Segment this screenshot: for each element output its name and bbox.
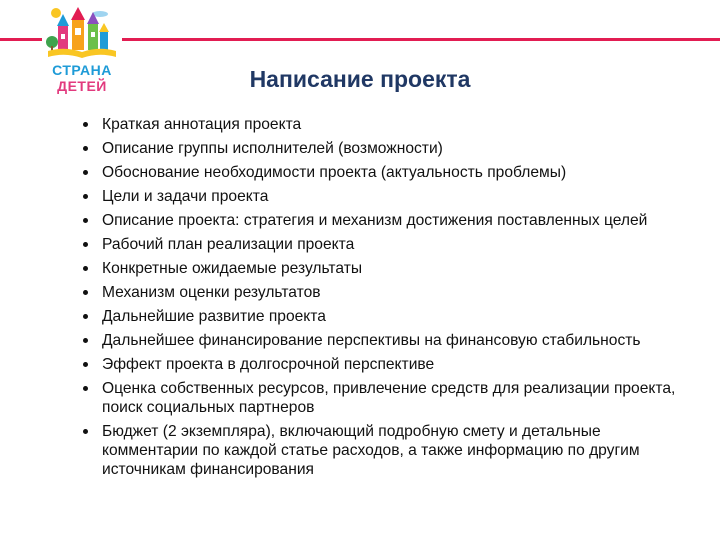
list-item-text: Эффект проекта в долгосрочной перспективе (102, 356, 435, 373)
list-item-text: Рабочий план реализации проекта (102, 236, 355, 253)
list-item-text: Краткая аннотация проекта (102, 116, 302, 133)
bullet-list (80, 115, 695, 484)
bullet-icon (83, 146, 88, 151)
bullet-icon (83, 362, 88, 367)
page-title: Написание проекта (249, 66, 471, 92)
list-item (80, 187, 695, 206)
list-item-text: Механизм оценки результатов (102, 284, 321, 301)
bullet-icon (83, 290, 88, 295)
strana-detey-logo (42, 4, 122, 100)
list-item (80, 235, 695, 254)
list-item-text: Дальнейшие развитие проекта (102, 308, 326, 325)
bullet-icon (83, 122, 88, 127)
bullet-icon (83, 266, 88, 271)
logo-text-line2: ДЕТЕЙ (57, 78, 107, 94)
list-item (80, 259, 695, 278)
list-item-text: Оценка собственных ресурсов, привлечение средств для реализации проекта, поиск социальных партнеров (102, 380, 676, 416)
bullet-icon (83, 386, 88, 391)
list-item-text: Обоснование необходимости проекта (актуальность проблемы) (102, 164, 567, 181)
header-divider-left (0, 38, 42, 41)
list-item (80, 211, 695, 230)
list-item-text: Конкретные ожидаемые результаты (102, 260, 363, 277)
list-item (80, 115, 695, 134)
list-item (80, 422, 695, 479)
list-item-text: Бюджет (2 экземпляра), включающий подробную смету и детальные комментарии по каждой статье расходов, а также информацию по другим источникам финансирования (102, 423, 640, 478)
castle-icon (42, 4, 122, 62)
list-item (80, 139, 695, 158)
bullet-icon (83, 314, 88, 319)
list-item-text: Описание проекта: стратегия и механизм достижения поставленных целей (102, 212, 648, 229)
bullet-icon (83, 242, 88, 247)
bullet-icon (83, 338, 88, 343)
list-item (80, 283, 695, 302)
list-item (80, 379, 695, 417)
list-item-text: Цели и задачи проекта (102, 188, 269, 205)
bullet-icon (83, 429, 88, 434)
list-item (80, 307, 695, 326)
header-divider-right (122, 38, 720, 41)
list-item (80, 331, 695, 350)
bullet-icon (83, 194, 88, 199)
list-item (80, 355, 695, 374)
logo-text-line1: СТРАНА (52, 62, 112, 78)
list-item-text: Описание группы исполнителей (возможности) (102, 140, 443, 157)
bullet-icon (83, 218, 88, 223)
list-item-text: Дальнейшее финансирование перспективы на финансовую стабильность (102, 332, 641, 349)
list-item (80, 163, 695, 182)
bullet-icon (83, 170, 88, 175)
